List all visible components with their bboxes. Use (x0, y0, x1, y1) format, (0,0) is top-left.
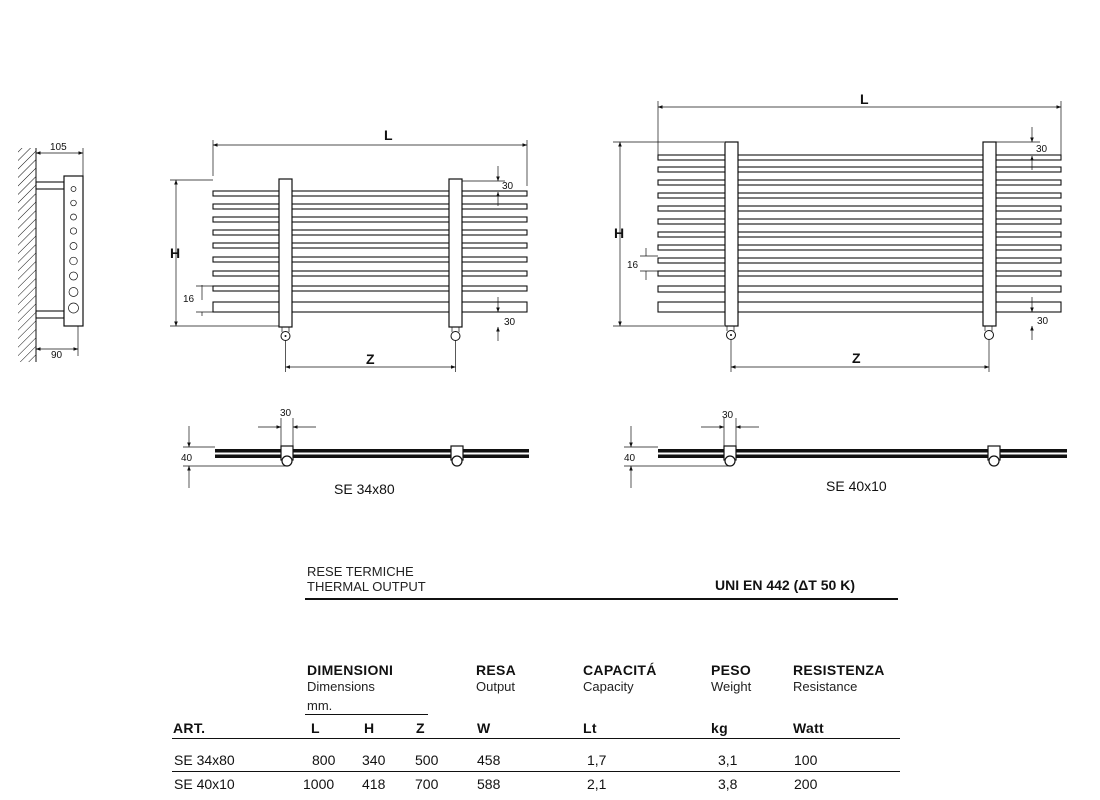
output-cell: 588 (477, 776, 501, 792)
plan-spacing-label: 30 (280, 408, 292, 419)
resistance-cell: 200 (794, 776, 818, 792)
plan-right-valve (452, 456, 462, 466)
weight-unit: kg (711, 720, 728, 736)
bottom-bracket (36, 311, 64, 318)
left-collector (725, 142, 738, 326)
output-cell: 458 (477, 752, 501, 768)
plan-right-valve (989, 456, 999, 466)
bottom-offset-label: 30 (1037, 316, 1049, 327)
resistance-subheader: Resistance (793, 679, 858, 694)
tubes (213, 191, 527, 312)
plan-depth-label: 40 (624, 453, 636, 464)
capacity-cell: 2,1 (587, 776, 607, 792)
capacity-cell: 1,7 (587, 752, 607, 768)
centre-distance-header: Z (416, 720, 425, 736)
length-header: L (311, 720, 320, 736)
centre-distance-cell: 700 (415, 776, 439, 792)
caption-english: THERMAL OUTPUT (307, 579, 426, 594)
weight-subheader: Weight (711, 679, 752, 694)
height-cell: 418 (362, 776, 386, 792)
valve-icons (727, 326, 994, 340)
depth-bottom-label: 90 (51, 350, 63, 361)
front-view-se-34x80 (170, 127, 527, 372)
capacity-header: CAPACITÁ (583, 662, 657, 678)
right-collector (983, 142, 996, 326)
centre-distance-cell: 500 (415, 752, 439, 768)
output-subheader: Output (476, 679, 516, 694)
caption-rule (305, 598, 898, 600)
side-view (18, 142, 83, 362)
length-cell: 800 (312, 752, 336, 768)
height-label: H (170, 245, 181, 261)
plan-depth-label: 40 (181, 453, 193, 464)
resistance-cell: 100 (794, 752, 818, 768)
weight-header: PESO (711, 662, 752, 678)
top-bracket (36, 182, 64, 189)
test-standard: UNI EN 442 (ΔT 50 K) (715, 577, 855, 593)
wall-hatch (18, 148, 36, 362)
height-label: H (614, 225, 625, 241)
weight-cell: 3,1 (718, 752, 738, 768)
caption-italian: RESE TERMICHE (307, 564, 414, 579)
length-cell: 1000 (303, 776, 335, 792)
resistance-header: RESISTENZA (793, 662, 885, 678)
article-cell: SE 34x80 (174, 752, 235, 768)
right-collector (449, 179, 462, 327)
plan-left-valve (725, 456, 735, 466)
valve-icons (281, 327, 460, 341)
plan-left-valve (282, 456, 292, 466)
model-label: SE 40x10 (826, 478, 887, 494)
plan-spacing-label: 30 (722, 410, 734, 421)
centre-distance-label: Z (366, 351, 375, 367)
row-rule (172, 771, 900, 772)
height-header: H (364, 720, 375, 736)
tube-height-label: 16 (183, 294, 195, 305)
top-offset-label: 30 (1036, 144, 1048, 155)
tubes (658, 155, 1061, 312)
dimensions-rule (305, 714, 428, 715)
article-header: ART. (173, 720, 206, 736)
header-rule (172, 738, 900, 739)
weight-cell: 3,8 (718, 776, 738, 792)
article-cell: SE 40x10 (174, 776, 235, 792)
side-collector (64, 176, 83, 326)
capacity-subheader: Capacity (583, 679, 634, 694)
tube-height-label: 16 (627, 260, 639, 271)
top-offset-label: 30 (502, 181, 514, 192)
resistance-unit: Watt (793, 720, 825, 736)
model-label: SE 34x80 (334, 481, 395, 497)
output-unit: W (477, 720, 491, 736)
length-label: L (384, 127, 393, 143)
dimensions-subheader: Dimensions (307, 679, 375, 694)
left-collector (279, 179, 292, 327)
bottom-offset-label: 30 (504, 317, 516, 328)
output-header: RESA (476, 662, 517, 678)
centre-distance-label: Z (852, 350, 861, 366)
depth-top-label: 105 (50, 142, 67, 153)
dimensions-unit: mm. (307, 698, 333, 713)
dimensions-header: DIMENSIONI (307, 662, 394, 678)
height-cell: 340 (362, 752, 386, 768)
plan-view-se-34x80 (181, 408, 529, 497)
capacity-unit: Lt (583, 720, 597, 736)
plan-view-se-40x10 (624, 410, 1067, 494)
length-label: L (860, 91, 869, 107)
front-view-se-40x10 (613, 91, 1061, 372)
